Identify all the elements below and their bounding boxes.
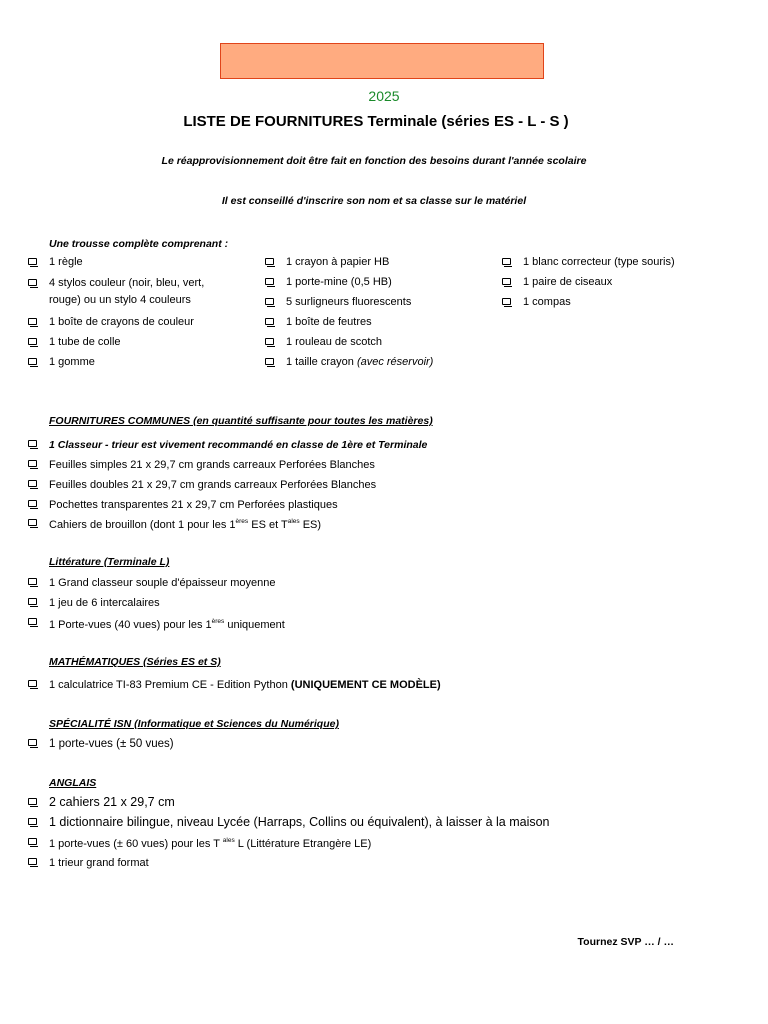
checkbox-icon[interactable] — [265, 318, 274, 325]
list-item: Feuilles doubles 21 x 29,7 cm grands carreaux Perforées Blanches — [49, 479, 377, 491]
checkbox-icon[interactable] — [28, 279, 37, 286]
list-item: Pochettes transparentes 21 x 29,7 cm Perforées plastiques — [49, 499, 338, 511]
item-text: 1 Porte-vues (40 vues) pour les 1 — [49, 619, 212, 631]
list-item: 2 cahiers 21 x 29,7 cm — [49, 795, 175, 809]
checkbox-icon[interactable] — [28, 798, 37, 805]
checkbox-icon[interactable] — [28, 680, 37, 687]
checkbox-icon[interactable] — [28, 500, 37, 507]
checkbox-icon[interactable] — [502, 298, 511, 305]
checkbox-icon[interactable] — [28, 480, 37, 487]
isn-heading: SPÉCIALITÉ ISN (Informatique et Sciences du Numérique) — [49, 718, 339, 730]
year-label: 2025 — [368, 88, 400, 104]
checkbox-icon[interactable] — [28, 519, 37, 526]
communes-heading: FOURNITURES COMMUNES (en quantité suffisante pour toutes les matières) — [49, 415, 433, 427]
superscript: ales — [222, 837, 235, 844]
item-text: 1 porte-vues (± 60 vues) pour les T — [49, 838, 223, 850]
item-text: ES et T — [248, 519, 288, 531]
list-item: 5 surligneurs fluorescents — [286, 296, 412, 308]
list-item: 1 porte-mine (0,5 HB) — [286, 276, 392, 288]
litterature-heading: Littérature (Terminale L) — [49, 556, 170, 568]
checkbox-icon[interactable] — [28, 578, 37, 585]
list-item: 1 porte-vues (± 50 vues) — [49, 738, 174, 750]
maths-heading: MATHÉMATIQUES (Séries ES et S) — [49, 656, 221, 668]
checkbox-icon[interactable] — [28, 818, 37, 825]
item-text-bold: (UNIQUEMENT CE MODÈLE) — [290, 679, 441, 691]
item-text: 1 calculatrice TI-83 Premium CE - Edition Python — [49, 679, 291, 691]
superscript: ères — [235, 518, 249, 525]
list-item: 1 jeu de 6 intercalaires — [49, 597, 160, 609]
list-item: 1 blanc correcteur (type souris) — [523, 256, 675, 268]
list-item: 1 crayon à papier HB — [286, 256, 390, 268]
superscript: ères — [211, 618, 225, 625]
checkbox-icon[interactable] — [28, 739, 37, 746]
checkbox-icon[interactable] — [265, 298, 274, 305]
list-item — [49, 676, 441, 694]
checkbox-icon[interactable] — [28, 598, 37, 605]
list-item: Feuilles simples 21 x 29,7 cm grands carreaux Perforées Blanches — [49, 459, 375, 471]
checkbox-icon[interactable] — [28, 258, 37, 265]
list-item: 1 tube de colle — [49, 336, 121, 348]
list-item: 1 dictionnaire bilingue, niveau Lycée (Harraps, Collins ou équivalent), à laisser à la maison — [49, 815, 550, 829]
item-text: L (Littérature Etrangère LE) — [234, 838, 372, 850]
list-item: 1 Grand classeur souple d'épaisseur moyenne — [49, 577, 276, 589]
list-item: 1 trieur grand format — [49, 857, 149, 869]
checkbox-icon[interactable] — [28, 318, 37, 325]
list-item: 1 compas — [523, 296, 571, 308]
checkbox-icon[interactable] — [28, 460, 37, 467]
turn-page-note: Tournez SVP … / … — [577, 936, 674, 948]
list-item — [49, 835, 371, 853]
list-item: 1 règle — [49, 256, 83, 268]
checkbox-icon[interactable] — [265, 278, 274, 285]
list-item: 1 boîte de crayons de couleur — [49, 316, 194, 328]
item-text-italic: (avec réservoir) — [356, 356, 434, 368]
note-label-name: Il est conseillé d'inscrire son nom et sa classe sur le matériel — [221, 195, 527, 207]
list-item: 1 Classeur - trieur est vivement recommandé en classe de 1ère et Terminale — [49, 439, 428, 451]
checkbox-icon[interactable] — [265, 258, 274, 265]
item-text: ES) — [299, 519, 322, 531]
list-item: 1 boîte de feutres — [286, 316, 372, 328]
list-item: 1 gomme — [49, 356, 95, 368]
list-item — [49, 616, 285, 634]
checkbox-icon[interactable] — [28, 858, 37, 865]
list-item — [49, 516, 321, 534]
note-restock: Le réapprovisionnement doit être fait en fonction des besoins durant l'année scolaire — [161, 155, 587, 167]
checkbox-icon[interactable] — [28, 358, 37, 365]
page-title: LISTE DE FOURNITURES Terminale (séries ES - L - S ) — [183, 113, 569, 130]
checkbox-icon[interactable] — [265, 358, 274, 365]
list-item: 1 paire de ciseaux — [523, 276, 613, 288]
checkbox-icon[interactable] — [28, 440, 37, 447]
superscript: ales — [287, 518, 300, 525]
trousse-heading: Une trousse complète comprenant : — [49, 238, 229, 250]
item-text: 1 taille crayon — [286, 356, 357, 368]
checkbox-icon[interactable] — [265, 338, 274, 345]
item-text: Cahiers de brouillon (dont 1 pour les 1 — [49, 519, 236, 531]
checkbox-icon[interactable] — [502, 258, 511, 265]
checkbox-icon[interactable] — [28, 338, 37, 345]
list-item: 1 rouleau de scotch — [286, 336, 383, 348]
checkbox-icon[interactable] — [28, 838, 37, 845]
item-text: uniquement — [224, 619, 285, 631]
anglais-heading: ANGLAIS — [49, 777, 97, 789]
checkbox-icon[interactable] — [28, 618, 37, 625]
list-item: 4 stylos couleur (noir, bleu, vert, rouge) ou un stylo 4 couleurs — [49, 277, 205, 306]
list-item — [286, 353, 433, 371]
checkbox-icon[interactable] — [502, 278, 511, 285]
title-highlight-box — [220, 43, 544, 79]
